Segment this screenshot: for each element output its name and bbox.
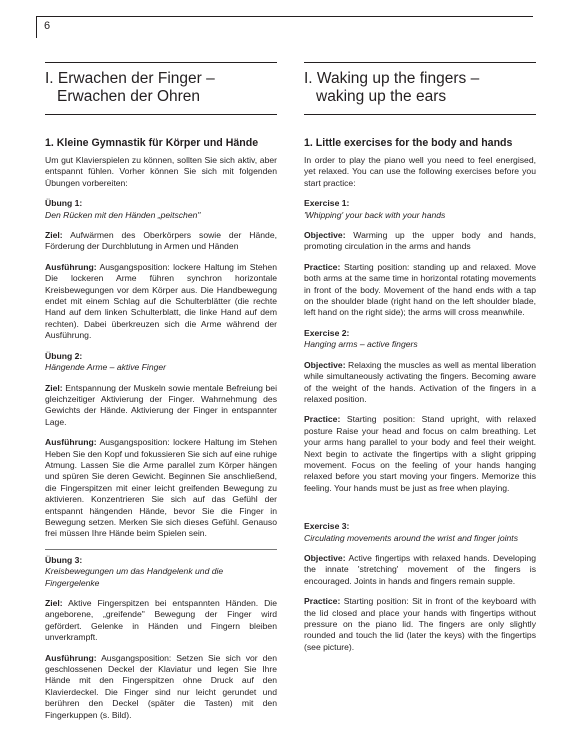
execution-label: Ausführung:: [45, 261, 97, 272]
practice-text: Starting position: Stand upright, with relaxed posture Raise your head and focus on calm breathing. Let your arms hang parallel to your body and feel their weight. Next begin to activate the fingertips with a slight gripping movement. Focus on the feeling of your hands hanging relaxed before you start moving your fingers. Memorize this feeling. Your hands must be just as free when playing.: [304, 414, 536, 493]
exercise-2-goal: [304, 360, 536, 406]
page-number: 6: [44, 20, 51, 32]
chapter-title: [45, 70, 277, 106]
chapter-title: [304, 70, 536, 106]
exercise-2-title: Übung 2:: [45, 350, 83, 361]
section-heading: 1. Kleine Gymnastik für Körper und Hände: [45, 137, 259, 149]
practice-label: Practice:: [304, 596, 341, 607]
exercise-3-goal: [45, 598, 277, 644]
exercise-1-title: Übung 1:: [45, 198, 83, 209]
goal-label: Ziel:: [45, 598, 63, 608]
header-rule: [36, 16, 533, 17]
german-column: [45, 62, 277, 730]
exercise-3-subtitle: Kreisbewegungen um das Handgelenk und die Fingergelenke: [45, 566, 224, 588]
exercise-2-subtitle: Hanging arms – active fingers: [304, 339, 418, 350]
intro-text: In order to play the piano well you need to feel energised, yet relaxed. You can use the following exercises before you start practice:: [304, 155, 536, 188]
goal-text: Entspannung der Muskeln sowie mentale Befreiung bei gleichzeitiger Aktivierung der Finger. Wahrnehmung des Gewichts der Hände. Aktivierung der Finger in entspannter Lage.: [45, 382, 277, 427]
intro-text: Um gut Klavierspielen zu können, sollten Sie sich aktiv, aber entspannt fühlen. Vorher können Sie sich mit folgenden Übungen vorbereiten:: [45, 155, 277, 188]
exercise-1-execution: [45, 262, 277, 342]
exercise-2-practice: [304, 414, 536, 494]
title-rule-top: [304, 62, 536, 63]
title-rule-bottom: [45, 114, 277, 115]
exercise-1-goal: [304, 230, 536, 253]
chapter-title-line2: Erwachen der Ohren: [57, 88, 201, 105]
goal-text: Aufwärmen des Oberkörpers sowie der Hände, Förderung der Durchblutung in Armen und Händen: [45, 230, 277, 252]
goal-label: Ziel:: [45, 230, 63, 241]
exercise-2-goal: [45, 383, 277, 429]
exercise-1-subtitle: Den Rücken mit den Händen „peitschen": [45, 209, 201, 220]
execution-text: Ausgangsposition: lockere Haltung im Stehen Die lockeren Arme führen synchron horizontale Kreisbewegungen vor dem Körper aus. Die Handbewegung endet mit einem Schlag auf die Schulterblätter (die rechte Hand auf dem linken Schulterblatt, die linke Hand auf dem rechten). Dabei überkreuzen sich die Arme während der Ausführung.: [45, 261, 277, 341]
chapter-title-line1: I. Erwachen der Finger –: [45, 70, 215, 87]
practice-label: Practice:: [304, 261, 341, 272]
exercise-divider: [45, 549, 277, 550]
header-tick: [36, 16, 37, 38]
exercise-3-subtitle: Circulating movements around the wrist and finger joints: [304, 532, 518, 543]
objective-label: Objective:: [304, 230, 346, 241]
exercise-1-title: Exercise 1:: [304, 198, 350, 209]
objective-label: Objective:: [304, 552, 346, 563]
exercise-1-practice: [304, 262, 536, 319]
spacer: [304, 503, 536, 521]
section-heading: 1. Little exercises for the body and hands: [304, 137, 513, 149]
objective-label: Objective:: [304, 359, 346, 370]
practice-label: Practice:: [304, 414, 341, 425]
exercise-1-subtitle: 'Whipping' your back with your hands: [304, 209, 446, 220]
objective-text: Warming up the upper body and hands, promoting circulation in the arms and hands: [304, 230, 536, 252]
execution-text: Ausgangsposition: lockere Haltung im Stehen Heben Sie den Kopf und fokussieren Sie sich auf eine ruhige Atmung. Lassen Sie die Arme parallel zum Körper hängen und spüren Sie deren Gewicht. Beginnen Sie anschließend, die Fingerspitzen mit einer leicht greifenden Bewegung zu aktivieren. Konzentrieren Sie sich auf das Gefühl der entspannt hängenden Hände, bevor Sie die Finger in Bewegung setzen. Merken Sie sich dieses Gefühl. Genauso frei müssen Ihre Hände beim Spielen sein.: [45, 437, 277, 539]
objective-text: Relaxing the muscles as well as mental liberation while simultaneously activating the fingers. Becoming aware of the weight of the hands. Activation of the fingers in a relaxed position.: [304, 359, 536, 404]
practice-text: Starting position: standing up and relaxed. Move both arms at the same time in horizontal rotating movements in front of the body. Movement of the hand ends with a tap on the shoulder blade (right hand on the left shoulder blade, left hand on the right side); the arms will cross meanwhile.: [304, 261, 536, 318]
exercise-2-title: Exercise 2:: [304, 327, 350, 338]
english-column: [304, 62, 536, 662]
exercise-1-goal: [45, 230, 277, 253]
exercise-3-title: Exercise 3:: [304, 521, 350, 532]
chapter-title-line2: waking up the ears: [316, 88, 447, 105]
execution-label: Ausführung:: [45, 437, 97, 448]
exercise-2-execution: [45, 437, 277, 540]
title-rule-top: [45, 62, 277, 63]
goal-label: Ziel:: [45, 382, 63, 393]
chapter-title-line1: I. Waking up the fingers –: [304, 70, 480, 87]
execution-text: Ausgangsposition: Setzen Sie sich vor den geschlossenen Deckel der Klaviatur und legen Sie Ihre Hände mit den Fingerspitzen ohne Druck auf den Klavierdeckel. Die Finger sind nur leicht gerundet und berühren den Deckel (später die Tasten) mit den Fingerkuppen (s. Bild).: [45, 652, 277, 720]
exercise-3-execution: [45, 653, 277, 721]
execution-label: Ausführung:: [45, 652, 97, 663]
exercise-2-subtitle: Hängende Arme – aktive Finger: [45, 362, 167, 373]
exercise-3-practice: [304, 596, 536, 653]
practice-text: Starting position: Sit in front of the keyboard with the lid closed and place your hands with fingertips without pressure on the piano lid. The fingers are only slightly rounded and touch the lid (later the keys) with the fingertips (see picture).: [304, 596, 536, 652]
exercise-3-title: Übung 3:: [45, 554, 83, 565]
title-rule-bottom: [304, 114, 536, 115]
objective-text: Active fingertips with relaxed hands. Developing the innate 'stretching' movement of the fingers is encouraged. Joints in hands and fingers remain supple.: [304, 552, 536, 586]
goal-text: Aktive Fingerspitzen bei entspannten Händen. Die angeborene, „greifende" Bewegung der Finger wird gefördert. Gelenke in Händen und Fingern bleiben unverkrampft.: [45, 598, 277, 643]
exercise-3-goal: [304, 553, 536, 587]
